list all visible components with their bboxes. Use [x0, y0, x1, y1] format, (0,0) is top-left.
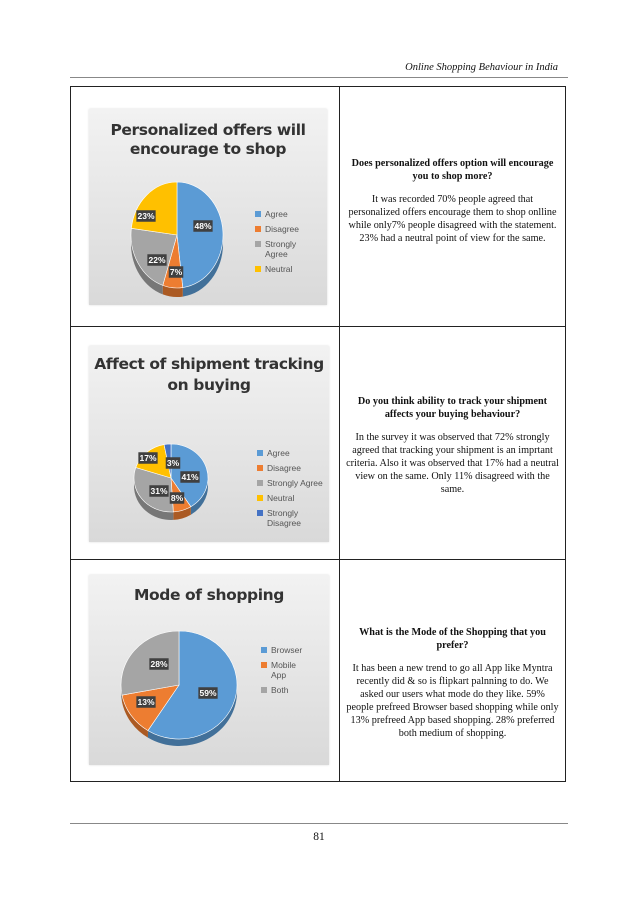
text-cell — [340, 87, 565, 326]
question-text: What is the Mode of the Shopping that you prefer? — [359, 627, 546, 651]
data-label: 8% — [170, 493, 184, 504]
legend-swatch — [261, 687, 267, 693]
legend-label: Neutral — [265, 264, 293, 274]
legend-label: Strongly Agree — [267, 478, 323, 488]
question-text: Does personalized offers option will encourage you to shop more? — [351, 158, 554, 182]
legend-label: Agree — [265, 209, 288, 219]
legend-swatch — [255, 226, 261, 232]
pie-slice-neutral — [131, 182, 177, 235]
legend-swatch — [257, 510, 263, 516]
legend-item — [255, 209, 321, 219]
chart-title: Affect of shipment tracking on buying — [94, 355, 324, 394]
data-label: 7% — [169, 267, 183, 278]
question-text: Do you think ability to track your shipment affects your buying behaviour? — [357, 396, 548, 420]
data-label: 41% — [181, 472, 199, 483]
data-label: 48% — [194, 221, 212, 232]
legend-swatch — [257, 465, 263, 471]
data-label: 3% — [166, 458, 180, 469]
legend-label: Browser — [271, 645, 303, 655]
legend-label: Disagree — [265, 224, 300, 234]
data-label: 59% — [199, 688, 217, 699]
page-number: 81 — [313, 831, 325, 843]
data-label: 31% — [150, 486, 168, 497]
table-row — [71, 87, 565, 327]
text-cell — [340, 560, 565, 781]
chart-legend — [261, 645, 321, 700]
data-label: 13% — [137, 697, 155, 708]
legend-label: Strongly Disagree — [267, 508, 302, 528]
chart-frame — [89, 575, 329, 765]
table-row — [71, 560, 565, 781]
chart-frame — [89, 346, 329, 542]
legend-item — [261, 660, 321, 680]
chart-title: Personalized offers will encourage to shop — [110, 121, 306, 158]
answer-text: It was recorded 70% people agreed that personalized offers encourage them to shop onlline while only7% people disagreed with the statement. 23% had a neutral point of view for the same. — [348, 194, 557, 244]
legend-label: Disagree — [267, 463, 302, 473]
header-rule — [70, 77, 568, 78]
answer-text: In the survey it was observed that 72% strongly agreed that tracking your shipment is an imprtant criteria. Also it was observed that 17% had a neutral view on the same. Only 11% disagreed with the same. — [346, 432, 559, 495]
legend-item — [257, 448, 329, 458]
legend-item — [261, 645, 321, 655]
data-label: 22% — [148, 255, 166, 266]
legend-swatch — [257, 450, 263, 456]
legend-item — [257, 478, 329, 488]
running-header: Online Shopping Behaviour in India — [405, 62, 558, 73]
legend-item — [255, 264, 321, 274]
legend-item — [255, 239, 321, 259]
chart-legend — [257, 448, 329, 533]
legend-swatch — [257, 495, 263, 501]
legend-swatch — [255, 266, 261, 272]
legend-swatch — [257, 480, 263, 486]
legend-label: Mobile App — [271, 660, 297, 680]
legend-item — [261, 685, 321, 695]
legend-swatch — [261, 662, 267, 668]
chart-frame — [89, 109, 327, 305]
chart-title: Mode of shopping — [133, 586, 284, 604]
legend-label: Strongly Agree — [265, 239, 297, 259]
legend-swatch — [255, 211, 261, 217]
legend-item — [257, 508, 329, 528]
chart-cell — [71, 327, 339, 559]
legend-item — [255, 224, 321, 234]
data-label: 17% — [139, 453, 157, 464]
legend-label: Neutral — [267, 493, 295, 503]
table-row — [71, 327, 565, 560]
legend-label: Both — [271, 685, 289, 695]
answer-text: It has been a new trend to go all App like Myntra recently did & so is flipkart palnning to do. We asked our users what mode do they like. 59% people prefreed Browser based shopping while only 13% prefreed App based shopping. 28% preferred both medium of shopping. — [346, 663, 559, 739]
content-table — [70, 86, 566, 782]
text-cell — [340, 327, 565, 559]
data-label: 28% — [150, 659, 168, 670]
chart-cell — [71, 87, 339, 326]
legend-item — [257, 493, 329, 503]
legend-swatch — [261, 647, 267, 653]
chart-legend — [255, 209, 321, 279]
legend-label: Agree — [267, 448, 290, 458]
footer-rule — [70, 823, 568, 824]
legend-item — [257, 463, 329, 473]
legend-swatch — [255, 241, 261, 247]
data-label: 23% — [137, 211, 155, 222]
chart-cell — [71, 560, 339, 781]
